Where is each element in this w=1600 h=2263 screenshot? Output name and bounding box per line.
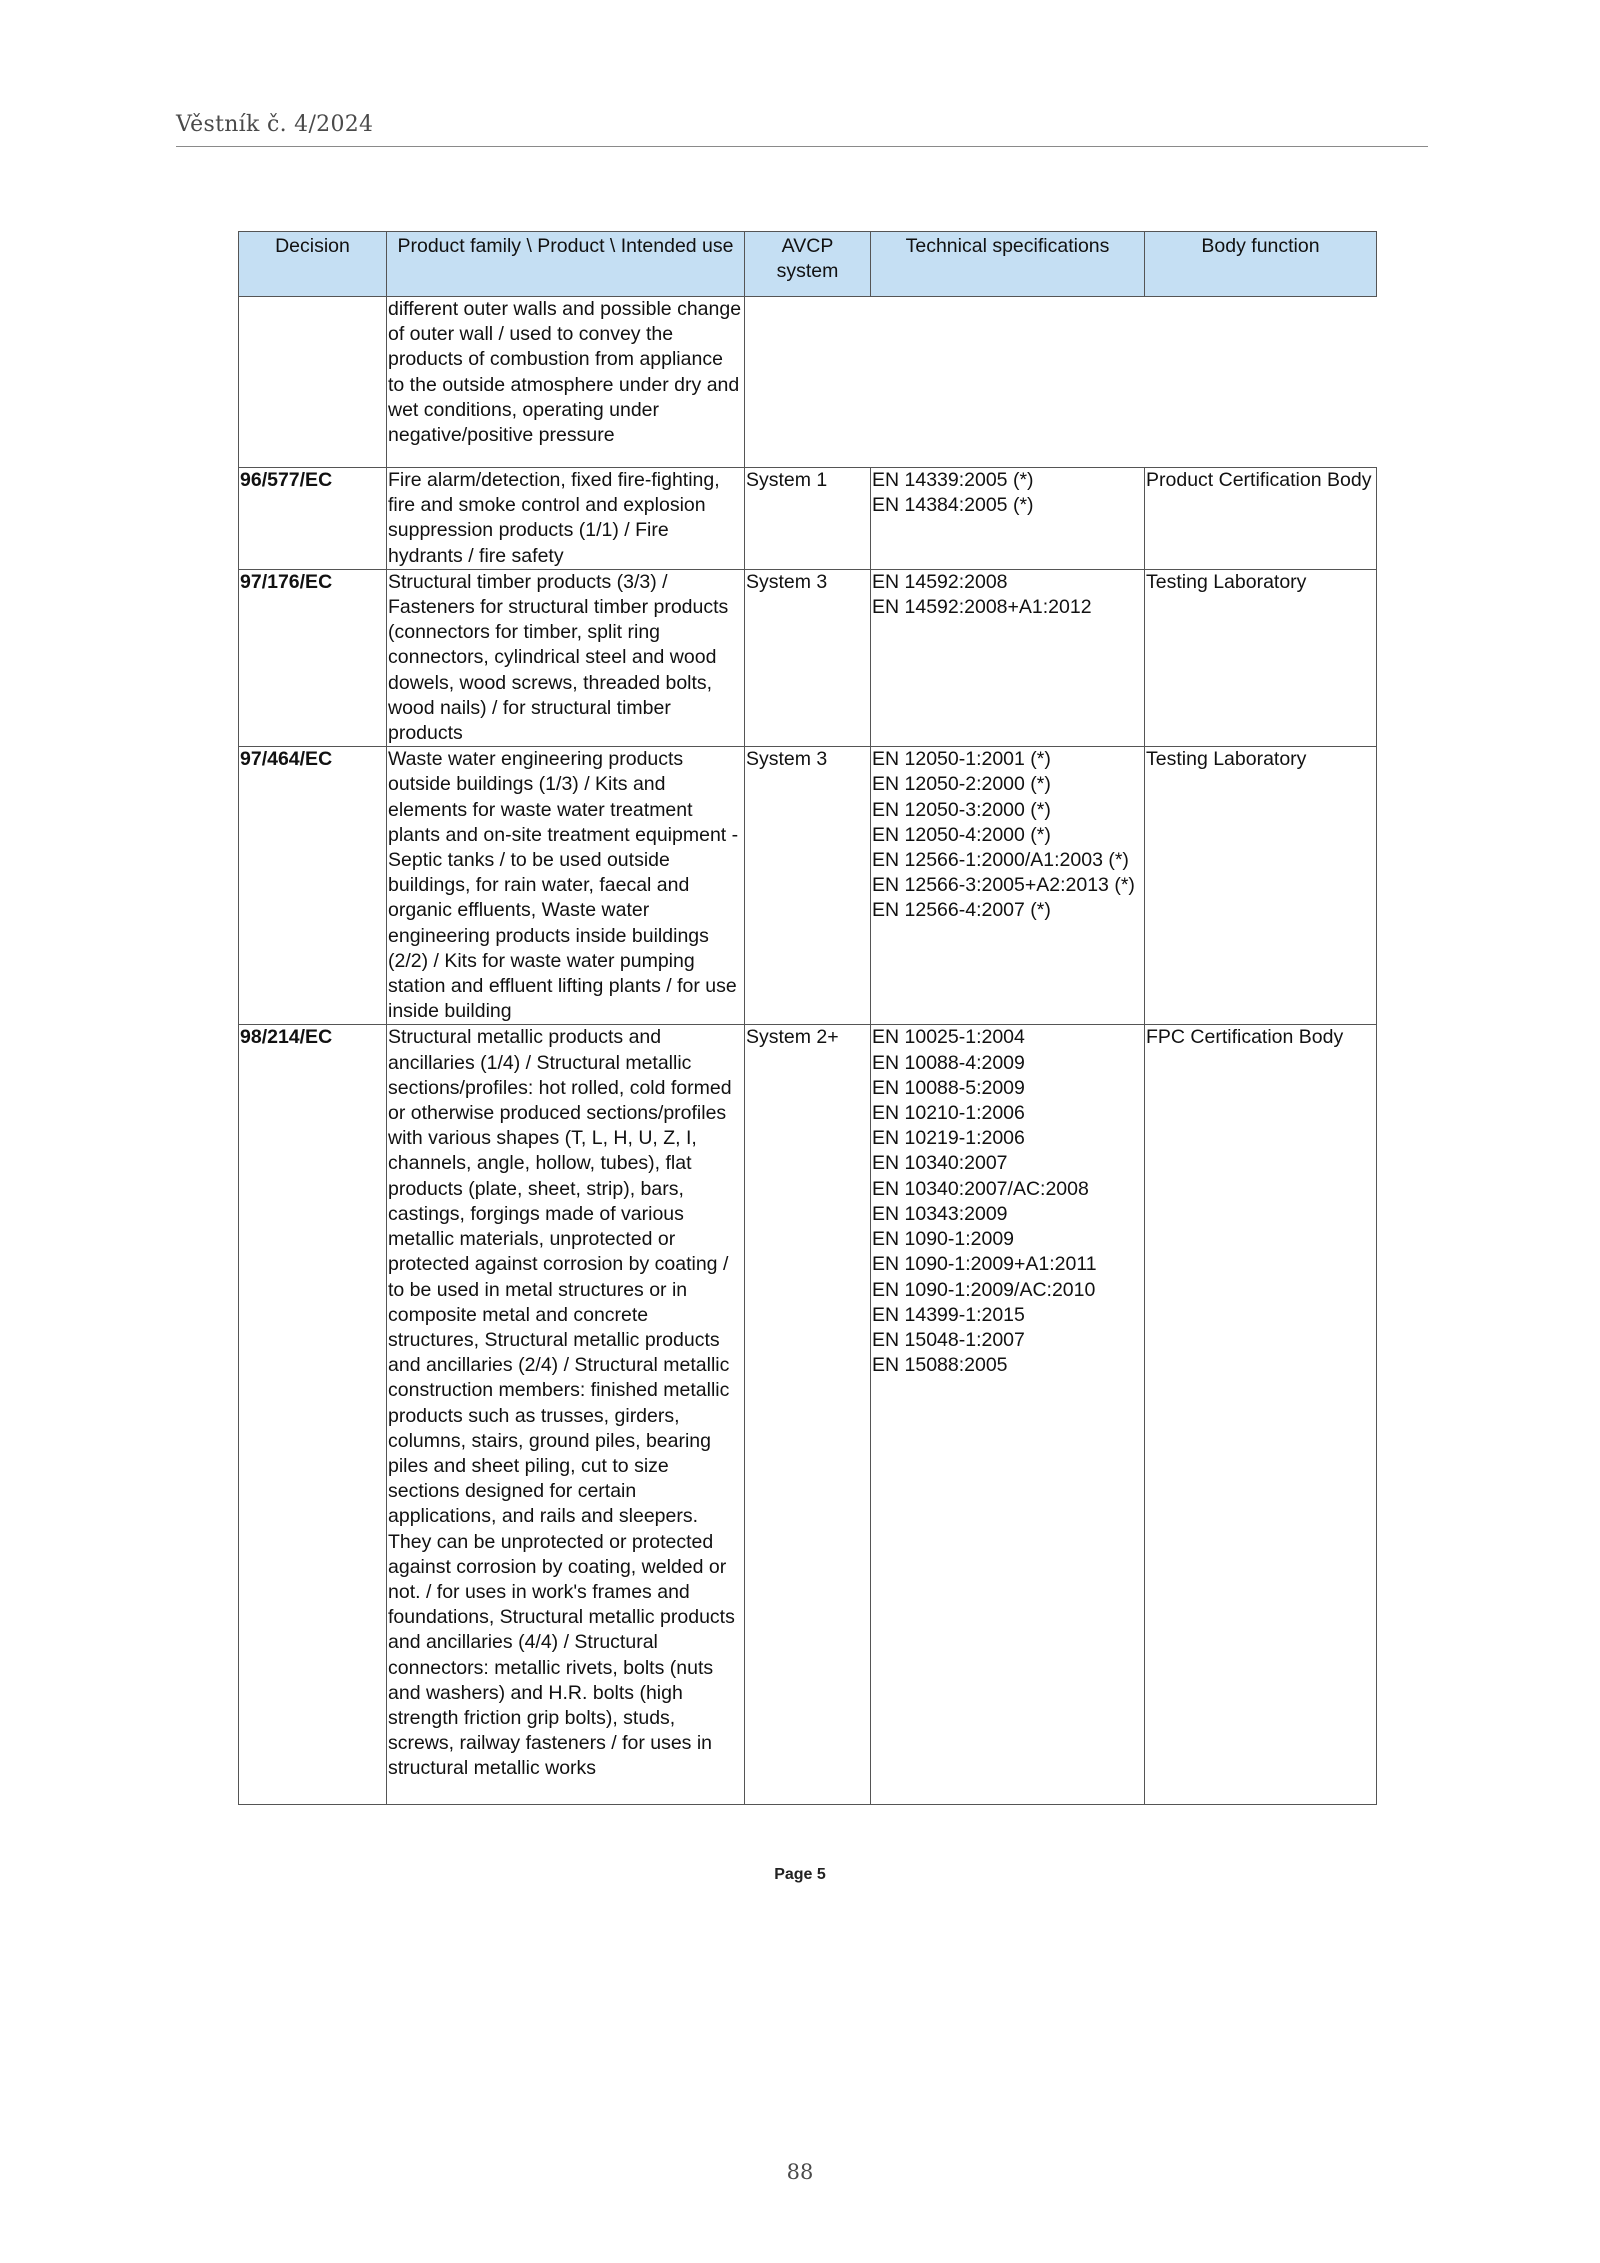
specs-cell: EN 10025-1:2004 EN 10088-4:2009 EN 10088-5:2009 EN 10210-1:2006 EN 10219-1:2006 EN 10340:2007 EN 10340:2007/AC:2008 EN 10343:2009 EN 1090-1:2009 EN 1090-1:2009+A1:2011 EN 1090-1:2009/AC:2010 EN 14399-1:2015 EN 15048-1:2007 EN 15088:2005 [871,1025,1145,1805]
column-header-avcp-system: AVCP system [745,232,871,297]
avcp-cell: System 1 [745,468,871,570]
decision-cell-empty [239,297,387,468]
table-header-row [239,232,1377,297]
avcp-cell: System 3 [745,747,871,1025]
table-row [239,468,1377,570]
specs-cell: EN 12050-1:2001 (*) EN 12050-2:2000 (*) EN 12050-3:2000 (*) EN 12050-4:2000 (*) EN 12566-1:2000/A1:2003 (*) EN 12566-3:2005+A2:2013 (*) EN 12566-4:2007 (*) [871,747,1145,1025]
table-row [239,569,1377,746]
body-cell: FPC Certification Body [1145,1025,1377,1805]
column-header-product-family: Product family \ Product \ Intended use [387,232,745,297]
product-cell: Waste water engineering products outside buildings (1/3) / Kits and elements for waste water treatment plants and on-site treatment equipment -Septic tanks / to be used outside buildings, for rain water, faecal and organic effluents, Waste water engineering products inside buildings (2/2) / Kits for waste water pumping station and effluent lifting plants / for use inside building [387,747,745,1025]
decision-cell: 98/214/EC [239,1025,387,1805]
specs-cell: EN 14339:2005 (*) EN 14384:2005 (*) [871,468,1145,570]
table-row [239,747,1377,1025]
specs-cell: EN 14592:2008 EN 14592:2008+A1:2012 [871,569,1145,746]
decision-cell: 97/464/EC [239,747,387,1025]
page-label: Page 5 [774,1866,826,1883]
avcp-cell-empty [745,297,871,468]
body-cell: Testing Laboratory [1145,569,1377,746]
page-header-title: Věstník č. 4/2024 [176,112,374,137]
product-cell: Structural metallic products and ancillaries (1/4) / Structural metallic sections/profiles: hot rolled, cold formed or otherwise produced sections/profiles with various shapes (T, L, H, U, Z, I, channels, angle, hollow, tubes), flat products (plate, sheet, strip), bars, castings, forgings made of various metallic materials, unprotected or protected against corrosion by coating / to be used in metal structures or in composite metal and concrete structures, Structural metallic products and ancillaries (2/4) / Structural metallic construction members: finished metallic products such as trusses, girders, columns, stairs, ground piles, bearing piles and sheet piling, cut to size sections designed for certain applications, and rails and sleepers. They can be unprotected or protected against corrosion by coating, welded or not. / for uses in work's frames and foundations, Structural metallic products and ancillaries (4/4) / Structural connectors: metallic rivets, bolts (nuts and washers) and H.R. bolts (high strength friction grip bolts), studs, screws, railway fasteners / for uses in structural metallic works [387,1025,745,1805]
product-cell: Fire alarm/detection, fixed fire-fighting, fire and smoke control and explosion suppression products (1/1) / Fire hydrants / fire safety [387,468,745,570]
decision-cell: 96/577/EC [239,468,387,570]
column-header-decision: Decision [239,232,387,297]
product-cell: Structural timber products (3/3) / Fasteners for structural timber products (connectors for timber, split ring connectors, cylindrical steel and wood dowels, wood screws, threaded bolts, wood nails) / for structural timber products [387,569,745,746]
decision-cell: 97/176/EC [239,569,387,746]
avcp-cell: System 2+ [745,1025,871,1805]
avcp-cell: System 3 [745,569,871,746]
table-row [239,1025,1377,1805]
header-divider [176,146,1428,147]
table-row-continuation [239,297,1377,468]
specs-cell-empty [871,297,1145,468]
column-header-body-function: Body function [1145,232,1377,297]
body-cell: Product Certification Body [1145,468,1377,570]
column-header-technical-specifications: Technical specifications [871,232,1145,297]
specifications-table [238,231,1377,1805]
page-number: 88 [786,2160,814,2184]
body-cell-empty [1145,297,1377,468]
product-cell: different outer walls and possible change of outer wall / used to convey the products of combustion from appliance to the outside atmosphere under dry and wet conditions, operating under negative/positive pressure [387,297,745,468]
body-cell: Testing Laboratory [1145,747,1377,1025]
